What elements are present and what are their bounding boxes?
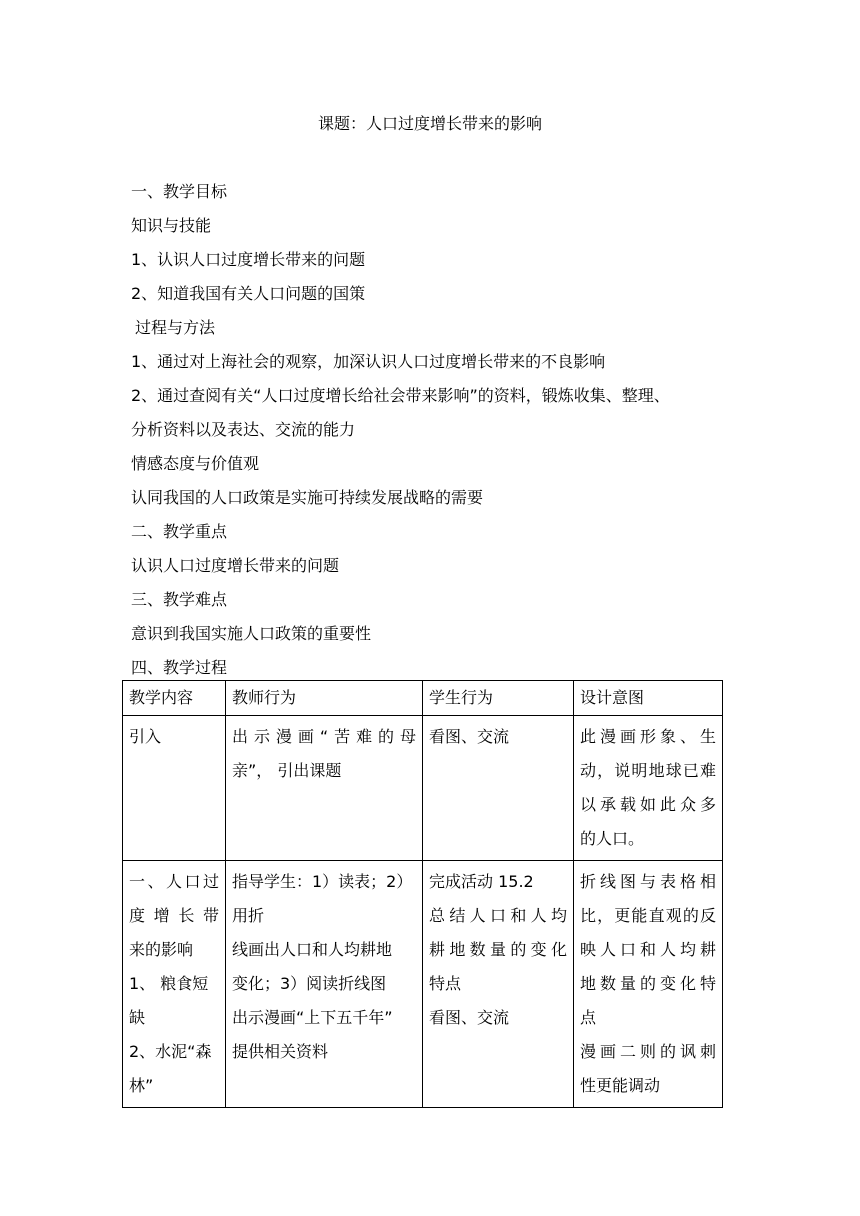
cell-line: 性更能调动 <box>580 1076 661 1095</box>
page-title: 课题：人口过度增长带来的影响 <box>317 114 542 133</box>
table-cell-content <box>123 716 226 861</box>
cell-line: 以承载如此众多 <box>580 795 716 814</box>
goals-heading: 一、教学目标 <box>131 182 228 201</box>
table-header-row <box>123 681 723 716</box>
emotion-item-1: 认同我国的人口政策是实施可持续发展战略的需要 <box>131 488 484 507</box>
process-item-1: 1、通过对上海社会的观察，加深认识人口过度增长带来的不良影响 <box>131 352 606 371</box>
cell-line: 点 <box>580 1008 597 1027</box>
cell-line: 用折 <box>232 906 265 925</box>
cell-line: 一、人口过 <box>129 872 219 891</box>
table-header-teacher: 教师行为 <box>226 681 423 716</box>
teaching-process-heading: 四、教学过程 <box>131 658 228 677</box>
difficult-points-item-1: 意识到我国实施人口政策的重要性 <box>131 624 372 643</box>
table-cell-student <box>423 716 574 861</box>
cell-line: 提供相关资料 <box>232 1042 329 1061</box>
cell-line: 看图、交流 <box>429 727 510 746</box>
process-item-2-line-1: 2、通过查阅有关“人口过度增长给社会带来影响”的资料，锻炼收集、整理、 <box>131 386 670 405</box>
cell-line: 耕地数量的变化 <box>429 940 567 959</box>
cell-line: 1、 粮食短 <box>129 974 209 993</box>
cell-line: 引入 <box>129 727 162 746</box>
cell-line: 缺 <box>129 1008 146 1027</box>
cell-line: 完成活动 15.2 <box>429 872 534 891</box>
table-cell-student <box>423 861 574 1108</box>
cell-line: 比，更能直观的反 <box>580 906 716 925</box>
cell-line: 折线图与表格相 <box>580 872 716 891</box>
cell-line: 2、水泥“森 <box>129 1042 212 1061</box>
emotion-heading: 情感态度与价值观 <box>131 454 260 473</box>
cell-line: 特点 <box>429 974 462 993</box>
cell-line: 总结人口和人均 <box>429 906 567 925</box>
cell-line: 出示漫画“上下五千年” <box>232 1008 393 1027</box>
table-row <box>123 716 723 861</box>
process-item-2-line-2: 分析资料以及表达、交流的能力 <box>131 420 356 439</box>
cell-line: 映人口和人均耕 <box>580 940 716 959</box>
difficult-points-heading: 三、教学难点 <box>131 590 228 609</box>
cell-line: 亲”， 引出课题 <box>232 761 342 780</box>
cell-line: 动，说明地球已难 <box>580 761 716 780</box>
cell-line: 林” <box>129 1076 154 1095</box>
table-cell-intent <box>574 716 723 861</box>
key-points-heading: 二、教学重点 <box>131 522 228 541</box>
cell-line: 出示漫画“苦难的母 <box>232 727 416 746</box>
cell-line: 来的影响 <box>129 940 194 959</box>
table-header-content: 教学内容 <box>123 681 226 716</box>
table-row <box>123 861 723 1108</box>
cell-line: 线画出人口和人均耕地 <box>232 940 393 959</box>
table-cell-content <box>123 861 226 1108</box>
table-cell-teacher <box>226 716 423 861</box>
table-header-intent: 设计意图 <box>574 681 723 716</box>
cell-line: 变化；3）阅读折线图 <box>232 974 387 993</box>
table-header-student: 学生行为 <box>423 681 574 716</box>
process-heading: 过程与方法 <box>135 318 216 337</box>
cell-line: 的人口。 <box>580 829 645 848</box>
table-cell-teacher <box>226 861 423 1108</box>
cell-line: 看图、交流 <box>429 1008 510 1027</box>
knowledge-item-1: 1、认识人口过度增长带来的问题 <box>131 250 366 269</box>
document-body <box>131 175 731 685</box>
knowledge-item-2: 2、知道我国有关人口问题的国策 <box>131 284 366 303</box>
teaching-process-table <box>122 680 723 1108</box>
cell-line: 此漫画形象、生 <box>580 727 716 746</box>
knowledge-heading: 知识与技能 <box>131 216 212 235</box>
cell-line: 指导学生：1）读表；2） <box>232 872 413 891</box>
cell-line: 度增长带 <box>129 906 219 925</box>
cell-line: 地数量的变化特 <box>580 974 716 993</box>
key-points-item-1: 认识人口过度增长带来的问题 <box>131 556 340 575</box>
cell-line: 漫画二则的讽刺 <box>580 1042 716 1061</box>
table-cell-intent <box>574 861 723 1108</box>
